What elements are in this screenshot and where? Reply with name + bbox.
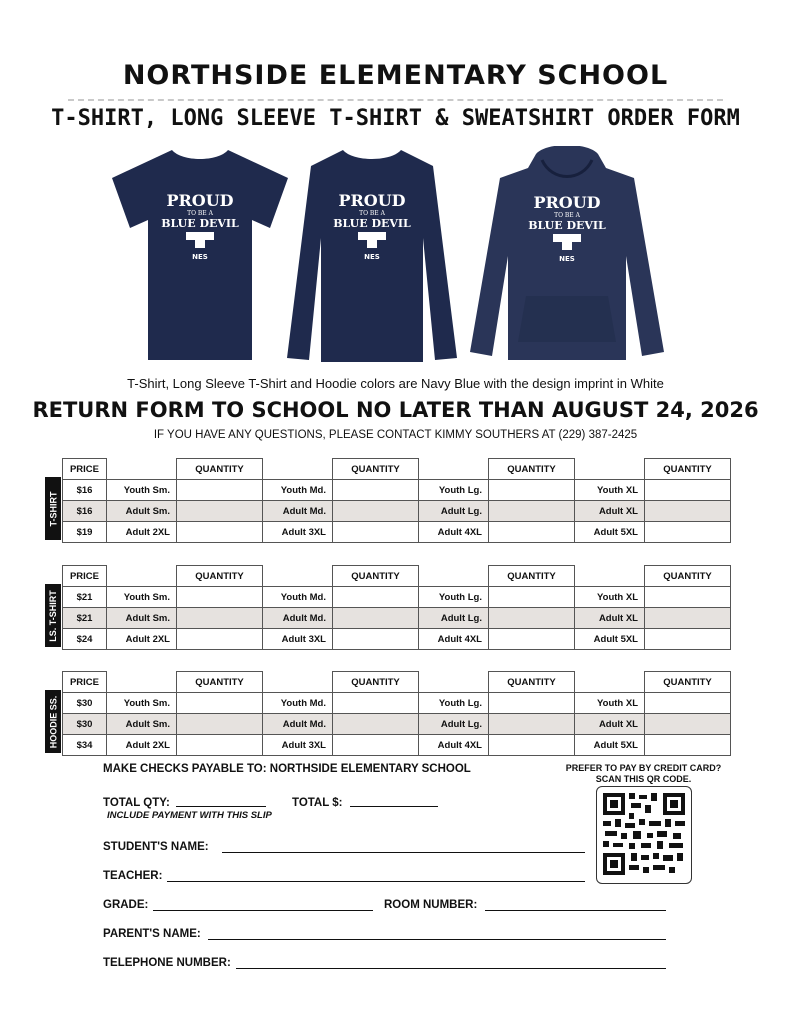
size-label: Youth Sm. <box>107 587 177 608</box>
quantity-input[interactable] <box>177 608 263 629</box>
include-payment-note: INCLUDE PAYMENT WITH THIS SLIP <box>107 810 272 821</box>
contact-note: IF YOU HAVE ANY QUESTIONS, PLEASE CONTACT KIMMY SOUTHERS AT (229) 387-2425 <box>153 429 638 441</box>
quantity-input[interactable] <box>645 480 731 501</box>
table-row <box>63 522 731 543</box>
size-label: Adult 4XL <box>419 522 489 543</box>
checks-payable-note: MAKE CHECKS PAYABLE TO: NORTHSIDE ELEMENTARY SCHOOL <box>103 763 471 775</box>
telephone-label: TELEPHONE NUMBER: <box>103 957 231 969</box>
quantity-input[interactable] <box>333 735 419 756</box>
table-label-tshirt: T-SHIRT <box>45 477 61 540</box>
table-row <box>63 629 731 650</box>
size-label: Adult Sm. <box>107 608 177 629</box>
price-cell: $16 <box>63 501 107 522</box>
size-label: Adult 5XL <box>575 522 645 543</box>
size-label: Adult 3XL <box>263 522 333 543</box>
quantity-input[interactable] <box>645 608 731 629</box>
student-name-label: STUDENT'S NAME: <box>103 841 209 853</box>
table-row <box>63 714 731 735</box>
room-number-field[interactable] <box>485 910 666 911</box>
shirt-text-proud: PROUD <box>338 191 406 210</box>
shirt-text-tobea: TO BE A <box>187 210 213 217</box>
quantity-input[interactable] <box>177 501 263 522</box>
total-qty-field[interactable] <box>176 806 266 807</box>
quantity-input[interactable] <box>333 501 419 522</box>
size-label: Youth Md. <box>263 693 333 714</box>
quantity-input[interactable] <box>177 480 263 501</box>
size-label: Adult Md. <box>263 501 333 522</box>
quantity-input[interactable] <box>333 480 419 501</box>
credit-note-line1: PREFER TO PAY BY CREDIT CARD? <box>565 763 722 773</box>
quantity-header: QUANTITY <box>333 459 419 480</box>
return-deadline: RETURN FORM TO SCHOOL NO LATER THAN AUGUST 24, 2026 <box>32 398 759 422</box>
quantity-input[interactable] <box>489 522 575 543</box>
quantity-input[interactable] <box>489 480 575 501</box>
size-label: Youth Lg. <box>419 693 489 714</box>
size-label: Youth Md. <box>263 480 333 501</box>
quantity-input[interactable] <box>177 587 263 608</box>
size-label: Youth XL <box>575 587 645 608</box>
quantity-input[interactable] <box>645 522 731 543</box>
size-label: Adult Sm. <box>107 714 177 735</box>
quantity-header: QUANTITY <box>333 672 419 693</box>
table-label-hoodie: HOODIE SS. <box>45 690 61 753</box>
quantity-input[interactable] <box>489 735 575 756</box>
size-label: Adult Md. <box>263 608 333 629</box>
telephone-field[interactable] <box>236 968 666 969</box>
quantity-input[interactable] <box>489 714 575 735</box>
table-row <box>63 501 731 522</box>
size-label: Adult Lg. <box>419 714 489 735</box>
price-header: PRICE <box>63 672 107 693</box>
quantity-input[interactable] <box>177 522 263 543</box>
size-label: Youth Sm. <box>107 693 177 714</box>
shirt-text-bluedevil: BLUE DEVIL <box>528 219 606 232</box>
quantity-input[interactable] <box>645 629 731 650</box>
quantity-header: QUANTITY <box>645 672 731 693</box>
tshirt-image <box>110 148 290 363</box>
quantity-input[interactable] <box>333 693 419 714</box>
size-label: Youth Lg. <box>419 587 489 608</box>
price-cell: $30 <box>63 693 107 714</box>
price-cell: $34 <box>63 735 107 756</box>
size-label: Adult 2XL <box>107 735 177 756</box>
shirt-text-tobea: TO BE A <box>359 210 385 217</box>
hoodie-image <box>466 146 668 364</box>
size-label: Adult 2XL <box>107 522 177 543</box>
shirt-text-bluedevil: BLUE DEVIL <box>161 217 239 230</box>
quantity-input[interactable] <box>645 587 731 608</box>
quantity-header: QUANTITY <box>333 566 419 587</box>
shirt-text-proud: PROUD <box>166 191 234 210</box>
quantity-input[interactable] <box>177 735 263 756</box>
shirt-text-nes: NES <box>559 255 575 263</box>
shirt-text-tobea: TO BE A <box>554 212 580 219</box>
quantity-header: QUANTITY <box>645 459 731 480</box>
quantity-input[interactable] <box>177 629 263 650</box>
teacher-field[interactable] <box>167 881 585 882</box>
parent-name-field[interactable] <box>208 939 666 940</box>
quantity-header: QUANTITY <box>645 566 731 587</box>
shirt-text-nes: NES <box>364 253 380 261</box>
form-title: T-SHIRT, LONG SLEEVE T-SHIRT & SWEATSHIRT ORDER FORM <box>51 106 740 131</box>
quantity-header: QUANTITY <box>177 566 263 587</box>
size-label: Youth XL <box>575 693 645 714</box>
quantity-header: QUANTITY <box>489 672 575 693</box>
quantity-input[interactable] <box>489 693 575 714</box>
quantity-input[interactable] <box>333 522 419 543</box>
total-dollars-field[interactable] <box>350 806 438 807</box>
total-qty-label: TOTAL QTY: <box>103 797 170 809</box>
teacher-label: TEACHER: <box>103 870 163 882</box>
size-label: Adult 5XL <box>575 735 645 756</box>
price-cell: $24 <box>63 629 107 650</box>
order-table-tshirt <box>62 458 731 543</box>
table-row <box>63 608 731 629</box>
quantity-header: QUANTITY <box>177 672 263 693</box>
table-row <box>63 587 731 608</box>
quantity-header: QUANTITY <box>177 459 263 480</box>
size-label: Adult Md. <box>263 714 333 735</box>
size-label: Adult 4XL <box>419 735 489 756</box>
credit-card-note <box>556 763 731 785</box>
total-dollars-label: TOTAL $: <box>292 797 343 809</box>
credit-note-line2: SCAN THIS QR CODE. <box>595 774 692 784</box>
qr-code-graphic <box>597 787 691 883</box>
price-cell: $21 <box>63 587 107 608</box>
size-label: Adult 2XL <box>107 629 177 650</box>
table-row <box>63 735 731 756</box>
quantity-input[interactable] <box>645 735 731 756</box>
price-cell: $16 <box>63 480 107 501</box>
size-label: Adult Lg. <box>419 501 489 522</box>
grade-field[interactable] <box>153 910 373 911</box>
grade-label: GRADE: <box>103 899 149 911</box>
room-number-label: ROOM NUMBER: <box>384 899 478 911</box>
quantity-input[interactable] <box>645 693 731 714</box>
quantity-input[interactable] <box>333 629 419 650</box>
size-label: Adult XL <box>575 608 645 629</box>
table-row <box>63 693 731 714</box>
title-divider <box>68 99 723 101</box>
table-row <box>63 480 731 501</box>
size-label: Adult 4XL <box>419 629 489 650</box>
quantity-input[interactable] <box>177 714 263 735</box>
quantity-input[interactable] <box>489 608 575 629</box>
school-title: NORTHSIDE ELEMENTARY SCHOOL <box>122 60 669 91</box>
student-name-field[interactable] <box>222 852 585 853</box>
shirt-text-bluedevil: BLUE DEVIL <box>333 217 411 230</box>
size-label: Youth Lg. <box>419 480 489 501</box>
order-table-hoodie <box>62 671 731 756</box>
size-label: Adult XL <box>575 714 645 735</box>
size-label: Adult 5XL <box>575 629 645 650</box>
size-label: Adult 3XL <box>263 735 333 756</box>
size-label: Adult 3XL <box>263 629 333 650</box>
quantity-input[interactable] <box>645 714 731 735</box>
size-label: Youth Sm. <box>107 480 177 501</box>
quantity-input[interactable] <box>333 714 419 735</box>
shirt-text-nes: NES <box>192 253 208 261</box>
price-header: PRICE <box>63 566 107 587</box>
size-label: Adult XL <box>575 501 645 522</box>
size-label: Youth Md. <box>263 587 333 608</box>
qr-code-icon[interactable] <box>596 786 692 884</box>
parent-name-label: PARENT'S NAME: <box>103 928 201 940</box>
quantity-input[interactable] <box>489 501 575 522</box>
quantity-input[interactable] <box>333 608 419 629</box>
shirt-text-proud: PROUD <box>533 193 601 212</box>
quantity-header: QUANTITY <box>489 459 575 480</box>
price-cell: $30 <box>63 714 107 735</box>
price-cell: $19 <box>63 522 107 543</box>
size-label: Adult Sm. <box>107 501 177 522</box>
quantity-input[interactable] <box>177 693 263 714</box>
order-table-long-sleeve <box>62 565 731 650</box>
price-cell: $21 <box>63 608 107 629</box>
colors-note: T-Shirt, Long Sleeve T-Shirt and Hoodie colors are Navy Blue with the design imprint in White <box>127 376 664 391</box>
quantity-input[interactable] <box>489 587 575 608</box>
quantity-input[interactable] <box>333 587 419 608</box>
quantity-header: QUANTITY <box>489 566 575 587</box>
size-label: Adult Lg. <box>419 608 489 629</box>
quantity-input[interactable] <box>645 501 731 522</box>
table-label-long-sleeve: LS. T-SHIRT <box>45 584 61 647</box>
quantity-input[interactable] <box>489 629 575 650</box>
size-label: Youth XL <box>575 480 645 501</box>
long-sleeve-image <box>283 148 461 366</box>
price-header: PRICE <box>63 459 107 480</box>
